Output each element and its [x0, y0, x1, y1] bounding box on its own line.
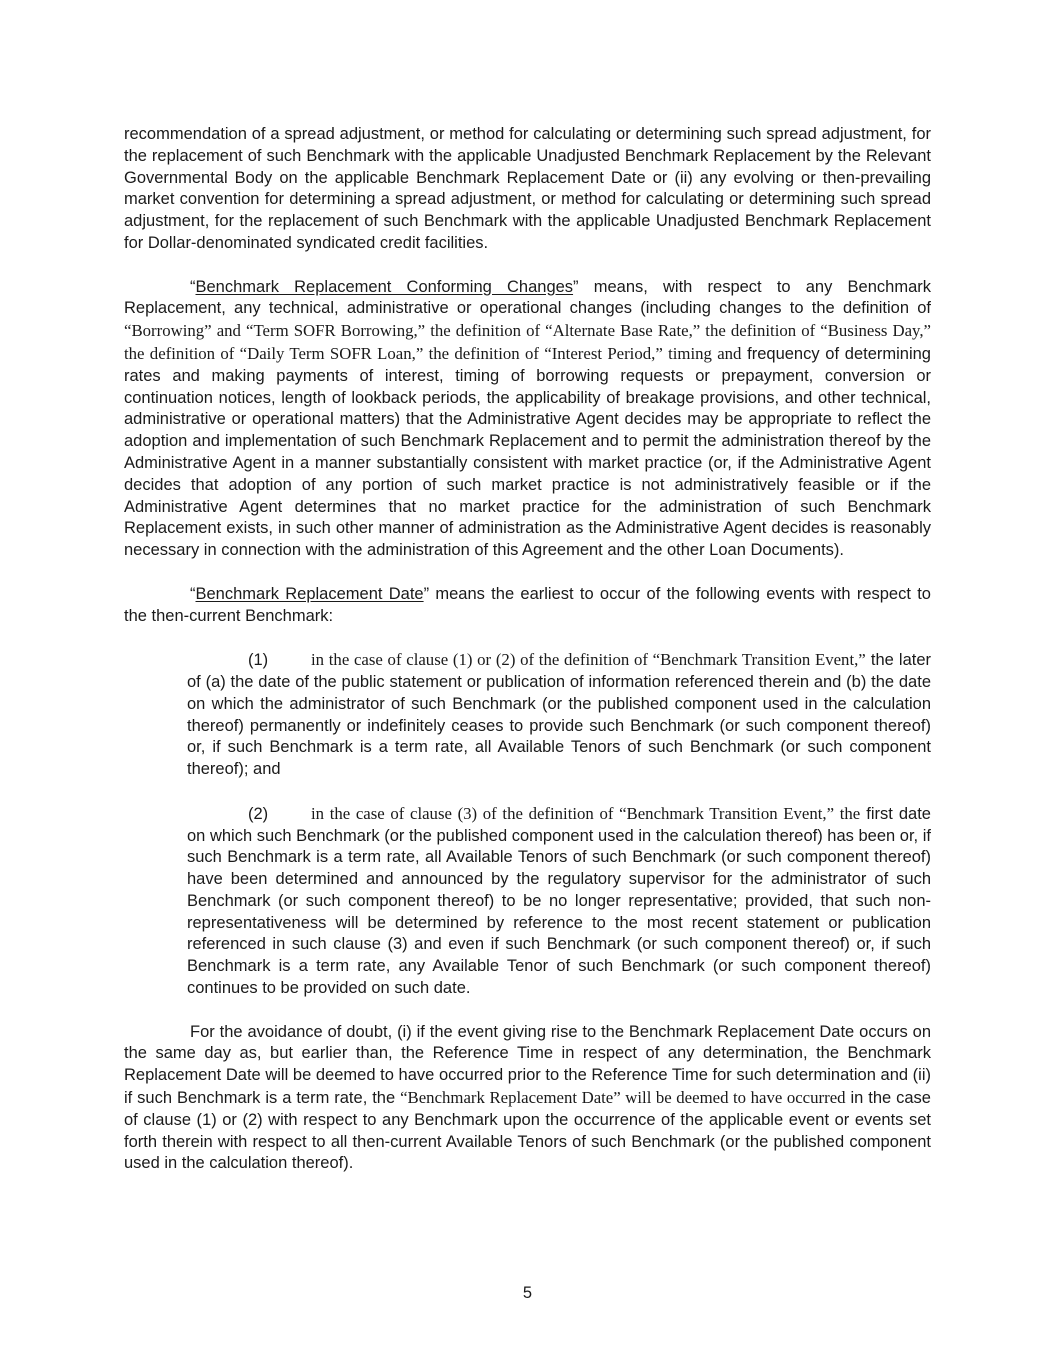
- clause-text: the later of (a) the date of the public statement or publication of information referenced therein and (b) the date on which the administrator of such Benchmark (or the published component used in the calculation thereof) permanently or indefinitely ceases to provide such Benchmark (or such component thereof) or, if such Benchmark is a term rate, all Available Tenors of such Benchmark (or such component thereof); and: [187, 651, 931, 779]
- clause-number: (1): [248, 651, 269, 670]
- defined-term-replacement-date: Benchmark Replacement Date: [195, 584, 424, 603]
- clause-text-serif: in the case of clause (1) or (2) of the definition of “Benchmark Transition Event,”: [311, 650, 866, 670]
- open-quote: “: [190, 584, 196, 603]
- paragraph-text: in the case of clause (1) or (2) with respect to any Benchmark upon the occurrence of the applicable event or events set forth therein with respect to all then-current Available Tenors of such Benchmark (or the published component used in the calculation thereof).: [124, 1089, 931, 1173]
- paragraph-replacement-date: [124, 584, 931, 628]
- document-page: [124, 124, 931, 1197]
- clause-text: first date on which such Benchmark (or the published component used in the calculation thereof) has been or, if such Benchmark is a term rate, all Available Tenors of such Benchmark (or such component thereof) have been determined and announced by the regulatory supervisor for the administrator of such Benchmark (or such component thereof) to be no longer representative; provided, that such non-representativeness will be determined by reference to the most recent statement or publication referenced in such clause (3) and even if such Benchmark (or such component thereof) or, if such Benchmark is a term rate, any Available Tenor of such Benchmark (or such component thereof) continues to be provided on such date.: [187, 804, 931, 998]
- paragraph-text: ” means the earliest to occur of the following events with respect to the then-current Benchmark:: [124, 584, 931, 625]
- paragraph-text: ” means, with respect to any Benchmark Replacement, any technical, administrative or operational changes (including changes to the definition of: [124, 277, 931, 318]
- paragraph-text: recommendation of a spread adjustment, or method for calculating or determining such spread adjustment, for the replacement of such Benchmark with the applicable Unadjusted Benchmark Replacement by the Relevant Governmental Body on the applicable Benchmark Replacement Date or (ii) any evolving or then-prevailing market convention for determining a spread adjustment, or method for calculating or determining such spread adjustment, for the replacement of such Benchmark with the applicable Unadjusted Benchmark Replacement for Dollar-denominated syndicated credit facilities.: [124, 125, 931, 252]
- page-number: 5: [522, 1284, 533, 1302]
- clause-text-serif: in the case of clause (3) of the definition of “Benchmark Transition Event,” the: [311, 803, 861, 823]
- clause-2: [187, 803, 931, 1000]
- clause-number: (2): [248, 804, 269, 823]
- paragraph-text-serif: “Borrowing” and “Term SOFR Borrowing,” the definition of “Alternate Base Rate,” the definition of “Business Day,” the definition of “Daily Term SOFR Loan,” the definition of “Interest Period,” timing and: [124, 321, 931, 363]
- paragraph-spread-adjustment: [124, 124, 931, 255]
- paragraph-text: frequency of determining rates and making payments of interest, timing of borrowing requests or prepayment, conversion or continuation notices, length of lookback periods, the applicability of breakage provisions, and other technical, administrative or operational matters) that the Administrative Agent decides may be appropriate to reflect the adoption and implementation of such Benchmark Replacement and to permit the administration thereof by the Administrative Agent in a manner substantially consistent with market practice (or, if the Administrative Agent decides that adoption of any portion of such market practice is not administratively feasible or if the Administrative Agent determines that no market practice for the administration of such Benchmark Replacement exists, in such other manner of administration as the Administrative Agent decides is reasonably necessary in connection with the administration of this Agreement and the other Loan Documents).: [124, 344, 931, 560]
- open-quote: “: [190, 277, 196, 296]
- paragraph-avoidance-of-doubt: [124, 1022, 931, 1176]
- paragraph-text-serif: “Benchmark Replacement Date” will be deemed to have occurred: [400, 1088, 846, 1108]
- clause-1: [187, 649, 931, 781]
- paragraph-conforming-changes: [124, 277, 931, 562]
- paragraph-text: For the avoidance of doubt, (i) if the event giving rise to the Benchmark Replacement Date occurs on the same day as, but earlier than, the Reference Time in respect of any determination, the Benchmark Replacement Date will be deemed to have occurred prior to the Reference Time for such determination and (ii) if such Benchmark is a term rate, the: [124, 1022, 931, 1108]
- defined-term-conforming-changes: Benchmark Replacement Conforming Changes: [195, 277, 574, 296]
